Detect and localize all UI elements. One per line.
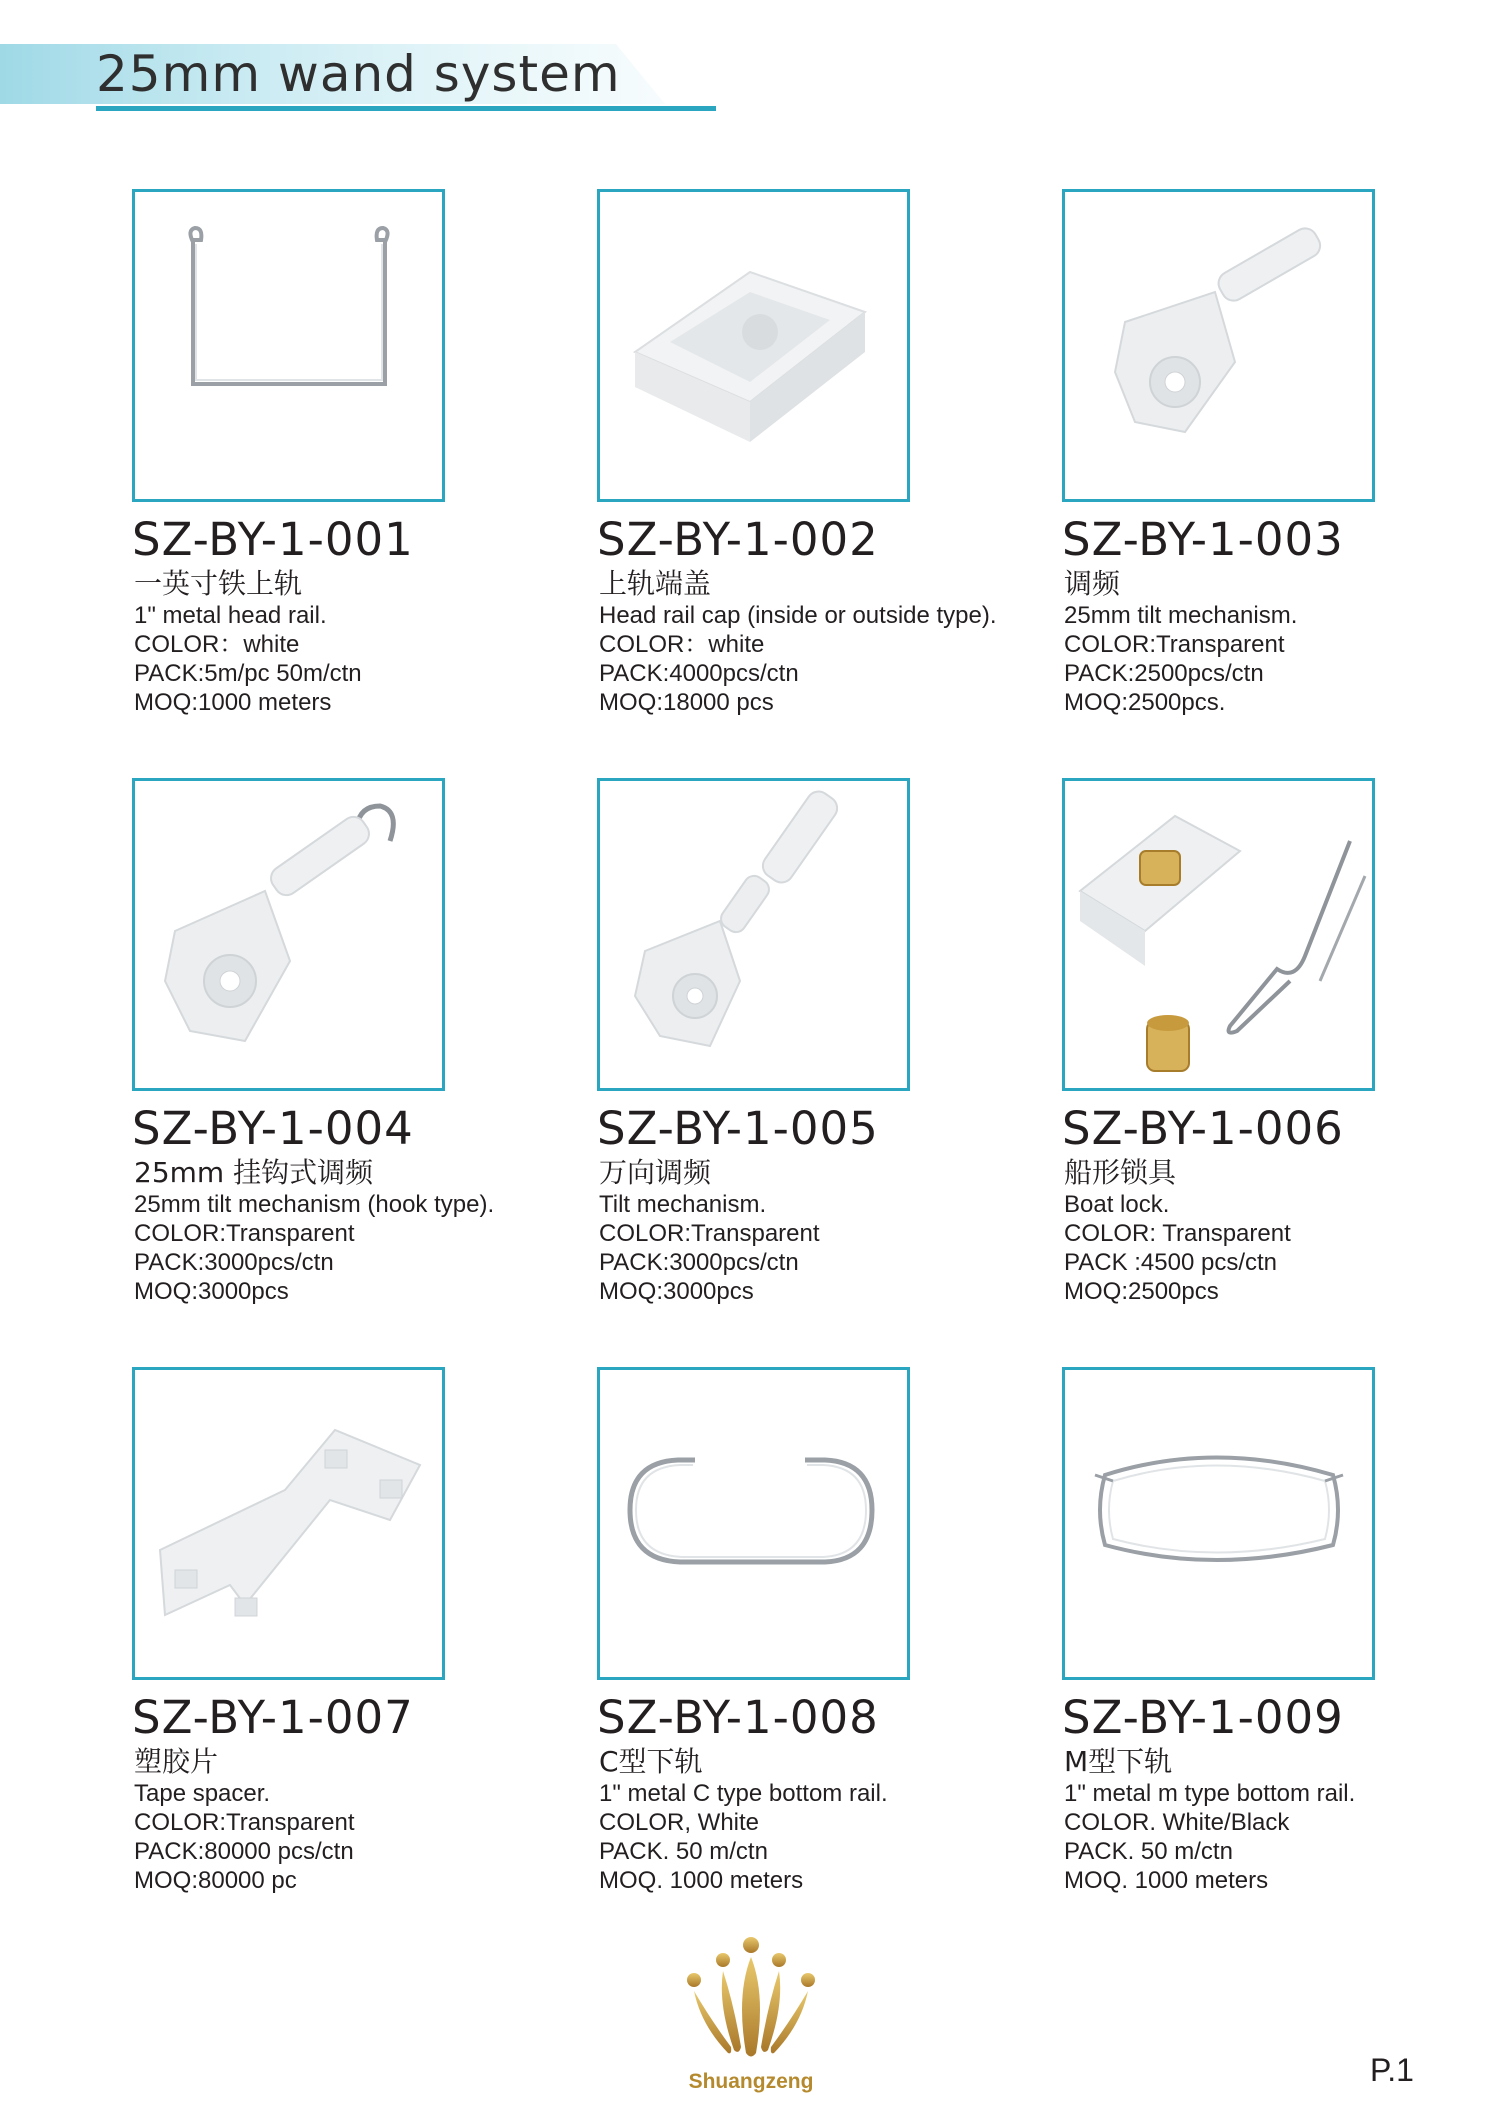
brand-logo (676, 1935, 826, 2095)
product-color: COLOR:Transparent (1064, 631, 1285, 658)
product-name-cn: 万向调频 (599, 1156, 712, 1189)
product-description: Boat lock. (1064, 1191, 1170, 1218)
product-name-cn: 上轨端盖 (599, 567, 712, 600)
product-pack: PACK:3000pcs/ctn (599, 1249, 799, 1276)
product-image-frame (1062, 1367, 1375, 1680)
product-description: Head rail cap (inside or outside type). (599, 602, 997, 629)
product-color: COLOR. White/Black (1064, 1809, 1290, 1836)
product-description: 1" metal head rail. (134, 602, 327, 629)
boat-lock-image (1065, 781, 1372, 1088)
product-pack: PACK. 50 m/ctn (1064, 1838, 1233, 1865)
product-name-cn: M型下轨 (1064, 1745, 1173, 1778)
product-moq: MOQ:3000pcs (134, 1278, 289, 1305)
product-description: 1" metal m type bottom rail. (1064, 1780, 1356, 1807)
product-code: SZ-BY-1-007 (132, 1691, 414, 1744)
product-image-frame (597, 189, 910, 502)
hook-tilt-mechanism-image (135, 781, 442, 1088)
product-name-cn: C型下轨 (599, 1745, 703, 1778)
product-pack: PACK. 50 m/ctn (599, 1838, 768, 1865)
product-color: COLOR, White (599, 1809, 760, 1836)
product-image-frame (597, 1367, 910, 1680)
product-color: COLOR:Transparent (134, 1220, 355, 1247)
product-code: SZ-BY-1-008 (597, 1691, 879, 1744)
product-code: SZ-BY-1-005 (597, 1102, 879, 1155)
product-description: 25mm tilt mechanism (hook type). (134, 1191, 495, 1218)
product-description: 25mm tilt mechanism. (1064, 602, 1298, 629)
universal-tilt-mechanism-image (600, 781, 907, 1088)
product-code: SZ-BY-1-006 (1062, 1102, 1344, 1155)
product-moq: MOQ. 1000 meters (1064, 1867, 1269, 1894)
product-code: SZ-BY-1-001 (132, 513, 414, 566)
c-type-bottom-rail-image (600, 1370, 907, 1677)
page-title: 25mm wand system (96, 45, 621, 103)
product-moq: MOQ:2500pcs (1064, 1278, 1219, 1305)
product-name-cn: 船形锁具 (1064, 1156, 1177, 1189)
page-number: P.1 (1370, 2052, 1414, 2088)
product-description: 1" metal C type bottom rail. (599, 1780, 888, 1807)
brand-name: Shuangzeng (688, 2070, 814, 2093)
product-pack: PACK :4500 pcs/ctn (1064, 1249, 1277, 1276)
product-image-frame (132, 1367, 445, 1680)
product-color: COLOR：white (134, 631, 300, 658)
product-image-frame (1062, 189, 1375, 502)
product-color: COLOR: Transparent (1064, 1220, 1291, 1247)
product-image-frame (597, 778, 910, 1091)
product-image-frame (1062, 778, 1375, 1091)
product-pack: PACK:2500pcs/ctn (1064, 660, 1264, 687)
product-image-frame (132, 189, 445, 502)
product-color: COLOR：white (599, 631, 765, 658)
product-code: SZ-BY-1-002 (597, 513, 879, 566)
product-image-frame (132, 778, 445, 1091)
tape-spacer-image (135, 1370, 442, 1677)
product-color: COLOR:Transparent (134, 1809, 355, 1836)
tilt-mechanism-image (1065, 192, 1372, 499)
product-name-cn: 塑胶片 (134, 1745, 219, 1778)
product-moq: MOQ:3000pcs (599, 1278, 754, 1305)
product-moq: MOQ:2500pcs. (1064, 689, 1226, 716)
metal-head-rail-image (135, 192, 442, 499)
head-rail-cap-image (600, 192, 907, 499)
product-pack: PACK:4000pcs/ctn (599, 660, 799, 687)
product-pack: PACK:80000 pcs/ctn (134, 1838, 354, 1865)
product-pack: PACK:3000pcs/ctn (134, 1249, 334, 1276)
m-type-bottom-rail-image (1065, 1370, 1372, 1677)
header-underline (96, 106, 716, 111)
product-color: COLOR:Transparent (599, 1220, 820, 1247)
product-moq: MOQ. 1000 meters (599, 1867, 804, 1894)
product-description: Tape spacer. (134, 1780, 271, 1807)
product-description: Tilt mechanism. (599, 1191, 767, 1218)
product-moq: MOQ:1000 meters (134, 689, 332, 716)
product-moq: MOQ:18000 pcs (599, 689, 774, 716)
crown-icon (676, 1935, 826, 2070)
product-code: SZ-BY-1-003 (1062, 513, 1344, 566)
product-code: SZ-BY-1-004 (132, 1102, 414, 1155)
product-pack: PACK:5m/pc 50m/ctn (134, 660, 362, 687)
product-name-cn: 调频 (1064, 567, 1121, 600)
product-moq: MOQ:80000 pc (134, 1867, 297, 1894)
product-name-cn: 一英寸铁上轨 (134, 567, 303, 600)
page-header (0, 44, 720, 114)
product-code: SZ-BY-1-009 (1062, 1691, 1344, 1744)
product-name-cn: 25mm 挂钩式调频 (134, 1156, 374, 1189)
